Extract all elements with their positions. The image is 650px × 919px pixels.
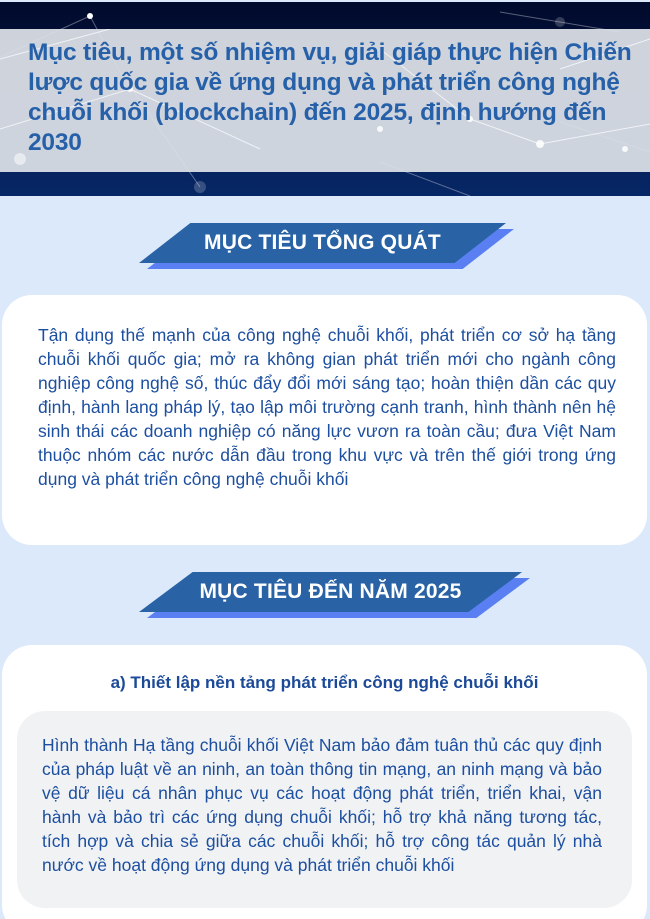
blockchain-foundation-panel — [17, 711, 632, 908]
header-banner — [0, 2, 650, 196]
section-heading-2025-goal — [139, 572, 522, 612]
general-goal-card — [2, 295, 647, 545]
page-title: Mục tiêu, một số nhiệm vụ, giải giáp thực hiện Chiến lược quốc gia về ứng dụng và phát triển công nghệ chuỗi khối (blockchain) đến 2025, định hướng đến 2030 — [28, 39, 632, 156]
general-goal-text: Tận dụng thế mạnh của công nghệ chuỗi khối, phát triển cơ sở hạ tầng chuỗi khối quốc gia; mở ra không gian phát triển mới cho ngành công nghiệp công nghệ số, thúc đẩy đổi mới sáng tạo; hoàn thiện dần các quy định, hành lang pháp lý, tạo lập môi trường cạnh tranh, hình thành nên hệ sinh thái các doanh nghiệp có năng lực vươn ra toàn cầu; đưa Việt Nam thuộc nhóm các nước dẫn đầu trong khu vực và trên thế giới trong ứng dụng và phát triển công nghệ chuỗi khối — [38, 325, 616, 489]
section-heading-general-goal — [139, 223, 506, 263]
blockchain-foundation-text: Hình thành Hạ tầng chuỗi khối Việt Nam bảo đảm tuân thủ các quy định của pháp luật về an ninh, an toàn thông tin mạng, an ninh mạng và bảo vệ dữ liệu cá nhân phục vụ các hoạt động phát triển, triển khai, vận hành và bảo trì các ứng dụng chuỗi khối; hỗ trợ khả năng tương tác, tích hợp và chia sẻ giữa các chuỗi khối; hỗ trợ công tác quản lý nhà nước về hoạt động ứng dụng và phát triển chuỗi khối — [42, 735, 602, 875]
subheading-blockchain-foundation: a) Thiết lập nền tảng phát triển công nghệ chuỗi khối — [110, 673, 539, 692]
section-heading-label: MỤC TIÊU TỔNG QUÁT — [204, 231, 441, 254]
section-heading-label: MỤC TIÊU ĐẾN NĂM 2025 — [199, 580, 462, 603]
